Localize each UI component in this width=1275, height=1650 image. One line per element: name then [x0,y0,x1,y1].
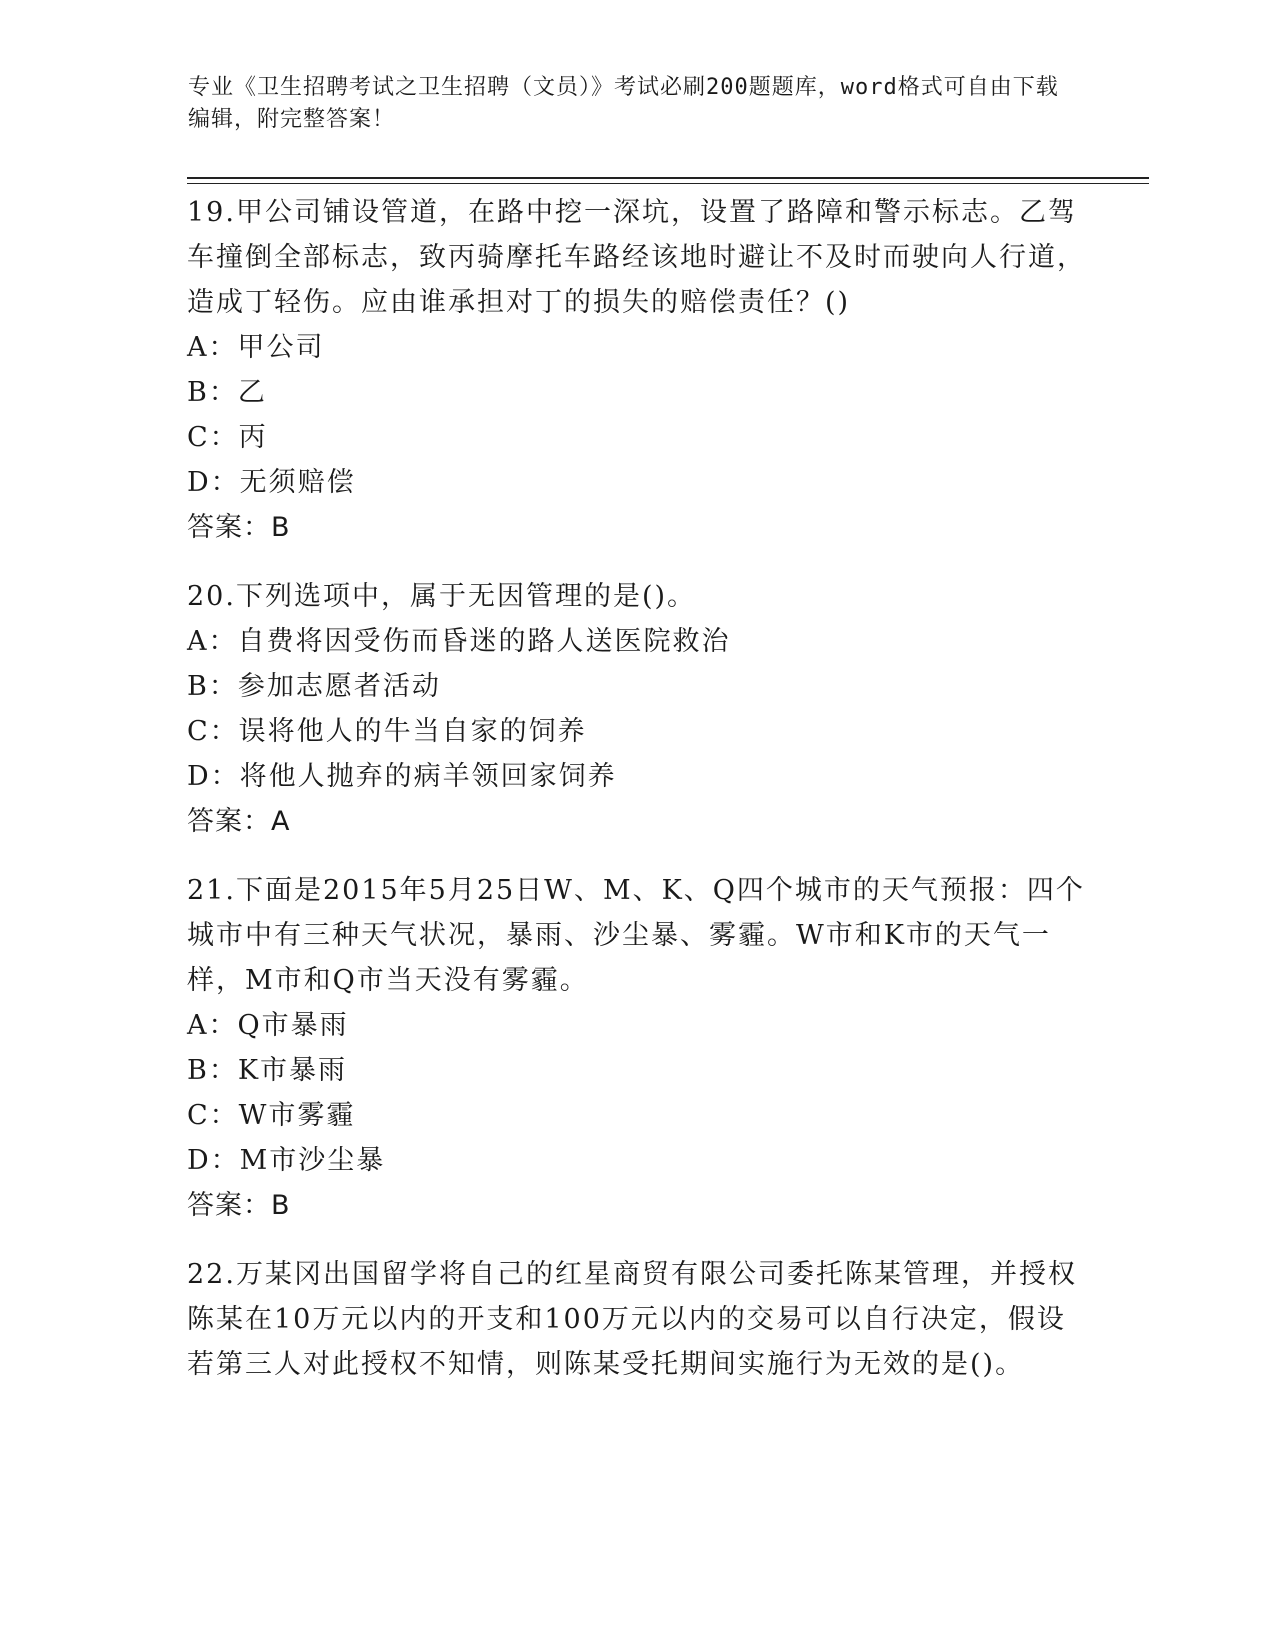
option-b: B：乙 [187,377,267,408]
question-19 [187,190,1087,550]
option-a: A：Q市暴雨 [187,1010,349,1041]
question-stem: 22.万某冈出国留学将自己的红星商贸有限公司委托陈某管理，并授权陈某在10万元以内的开支和100万元以内的交易可以自行决定，假设若第三人对此授权不知情，则陈某受托期间实施行为无效的是()。 [187,1259,1077,1380]
option-c: C：丙 [187,422,268,453]
question-21 [187,868,1087,1228]
question-20 [187,574,1087,844]
option-c: C：误将他人的牛当自家的饲养 [187,716,587,747]
option-d: D：将他人抛弃的病羊领回家饲养 [187,761,617,792]
question-stem: 21.下面是2015年5月25日W、M、K、Q四个城市的天气预报：四个城市中有三种天气状况，暴雨、沙尘暴、雾霾。W市和K市的天气一样，M市和Q市当天没有雾霾。 [187,875,1085,996]
answer-line: 答案：B [187,512,291,543]
question-stem: 19.甲公司铺设管道，在路中挖一深坑，设置了路障和警示标志。乙驾车撞倒全部标志，致丙骑摩托车路经该地时避让不及时而驶向人行道，造成丁轻伤。应由谁承担对丁的损失的赔偿责任？() [187,197,1086,318]
question-list [187,190,1087,1411]
document-header: 专业《卫生招聘考试之卫生招聘（文员）》考试必刷200题题库，word格式可自由下载编辑，附完整答案！ [188,75,1059,132]
option-d: D：M市沙尘暴 [187,1145,386,1176]
header-divider-thick [187,177,1149,179]
option-c: C：W市雾霾 [187,1100,356,1131]
option-b: B：K市暴雨 [187,1055,348,1086]
question-22 [187,1252,1087,1387]
answer-line: 答案：A [187,806,291,837]
option-d: D：无须赔偿 [187,467,356,498]
answer-line: 答案：B [187,1190,291,1221]
option-a: A：甲公司 [187,332,325,363]
option-b: B：参加志愿者活动 [187,671,441,702]
header-divider-thin [187,183,1149,184]
question-stem: 20.下列选项中，属于无因管理的是()。 [187,581,697,612]
option-a: A：自费将因受伤而昏迷的路人送医院救治 [187,626,731,657]
